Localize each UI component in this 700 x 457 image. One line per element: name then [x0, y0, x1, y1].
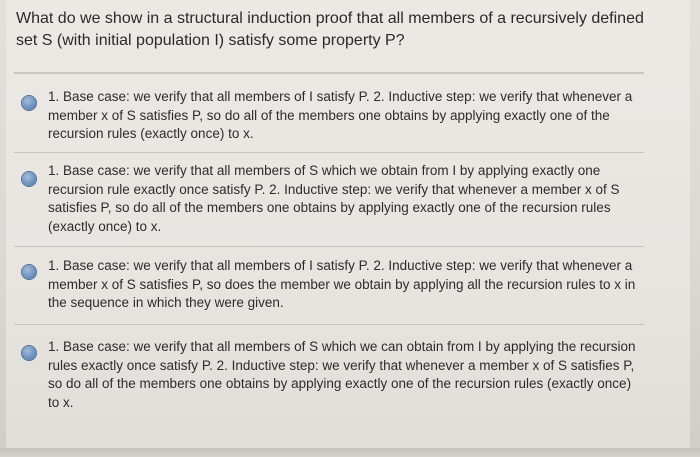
- answer-option-4-label: 1. Base case: we verify that all members of S which we can obtain from I by applying the recursion rules exactly once satisfy P. 2. Inductive step: we verify that whenever a member x of S satisfies P, so do all of the members one obtains by applying exactly one of the recursion rules (exactly once) to x.: [48, 339, 636, 410]
- question-text: What do we show in a structural induction proof that all members of a recursively defined set S (with initial population I) satisfy some property P?: [16, 10, 644, 49]
- question-card: [6, 0, 690, 449]
- radio-button-icon[interactable]: [22, 346, 36, 360]
- option-divider: [14, 246, 644, 247]
- option-divider: [14, 152, 644, 153]
- answer-option-4[interactable]: [16, 338, 656, 418]
- answer-option-1-label: 1. Base case: we verify that all members of I satisfy P. 2. Inductive step: we verify that whenever a member x of S satisfies P, so do all of the members one obtains by applying exactly one of the recursion rules (exactly once) to x.: [48, 89, 633, 141]
- answer-option-2-label: 1. Base case: we verify that all members of S which we obtain from I by applying exactly one recursion rule exactly once satisfy P. 2. Inductive step: we verify that whenever a member x of S satisfies P, so do all of the members one obtains by applying exactly one of the recursion rules (exactly once) to x.: [48, 163, 620, 234]
- answer-option-1[interactable]: [16, 86, 656, 148]
- question-divider: [14, 72, 644, 74]
- radio-button-icon[interactable]: [22, 96, 36, 110]
- radio-button-icon[interactable]: [22, 172, 36, 186]
- page-bottom-edge: [0, 448, 700, 457]
- answer-option-3[interactable]: [16, 257, 656, 317]
- answer-option-3-label: 1. Base case: we verify that all members of I satisfy P. 2. Inductive step: we verify that whenever a member x of S satisfies P, so does the member we obtain by applying all the recursion rules to x in the sequence in which they were given.: [48, 258, 636, 310]
- radio-button-icon[interactable]: [22, 265, 36, 279]
- answer-option-2[interactable]: [16, 162, 656, 242]
- option-divider: [14, 324, 644, 325]
